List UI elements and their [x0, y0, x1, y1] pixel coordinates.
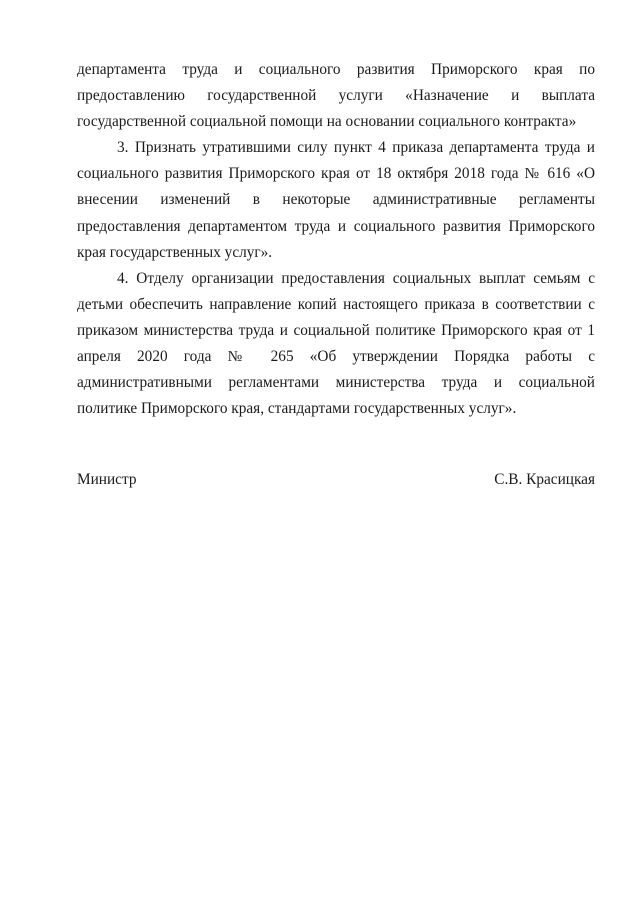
paragraph-item-4: 4. Отделу организации предоставления социальных выплат семьям с детьми обеспечить направление копий настоящего приказа в соответствии с приказом министерства труда и социальной политике Приморского края от 1 апреля 2020 года № 265 «Об утверждении Порядка работы с административными регламентами министерства труда и социальной политике Приморского края, стандартами государственных услуг».	[77, 269, 595, 418]
paragraph-continuation: департамента труда и социального развития Приморского края по предоставлению государственной услуги «Назначение и выплата государственной социальной помощи на основании социального контракта»	[77, 61, 595, 131]
paragraph-item-3: 3. Признать утратившими силу пункт 4 приказа департамента труда и социального развития Приморского края от 18 октября 2018 года № 616 «О внесении изменений в некоторые административные регламенты предоставления департаментом труда и социального развития Приморского края государственных услуг».	[77, 139, 595, 261]
signature-position: Министр	[77, 471, 137, 488]
document-body	[77, 57, 595, 422]
signature-name: С.В. Красицкая	[494, 471, 595, 488]
signature-block	[77, 467, 595, 493]
